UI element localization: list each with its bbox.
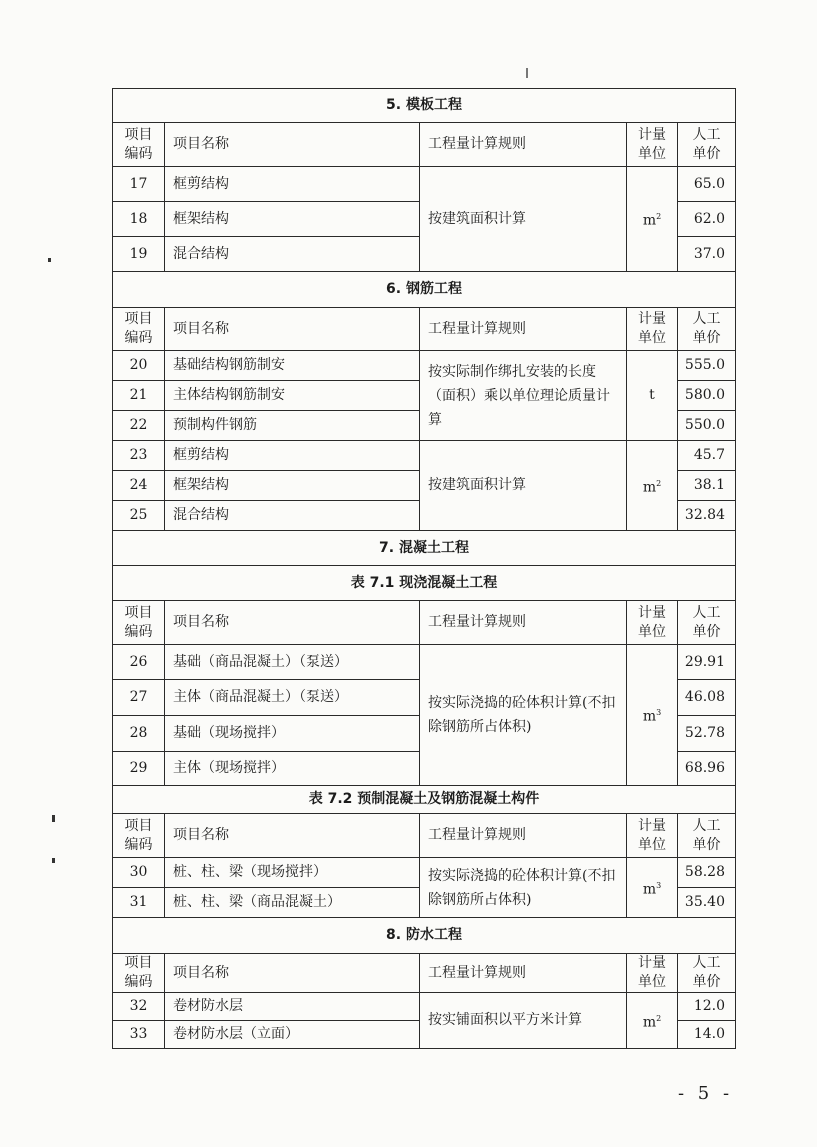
row-name: 混合结构 <box>165 237 420 272</box>
header-rule: 工程量计算规则 <box>420 814 627 858</box>
row-code: 26 <box>113 645 165 680</box>
header-rule: 工程量计算规则 <box>420 954 627 993</box>
row-code: 24 <box>113 471 165 501</box>
table-row <box>113 441 736 471</box>
header-price: 人工 单价 <box>678 123 736 167</box>
row-name: 基础结构钢筋制安 <box>165 351 420 381</box>
row-price: 65.0 <box>678 167 736 202</box>
section-title: 6. 钢筋工程 <box>113 272 736 308</box>
row-price: 45.7 <box>678 441 736 471</box>
row-code: 30 <box>113 858 165 888</box>
row-name: 主体（商品混凝土）（泵送） <box>165 680 420 716</box>
row-unit: $m^2$ <box>627 993 678 1049</box>
row-name: 框剪结构 <box>165 167 420 202</box>
header-name: 项目名称 <box>165 308 420 351</box>
row-name: 混合结构 <box>165 501 420 531</box>
row-rule: 按实铺面积以平方米计算 <box>420 993 627 1049</box>
section-title: 8. 防水工程 <box>113 918 736 954</box>
row-name: 框架结构 <box>165 471 420 501</box>
column-header-row <box>113 123 736 167</box>
row-price: 29.91 <box>678 645 736 680</box>
row-price: 38.1 <box>678 471 736 501</box>
header-rule: 工程量计算规则 <box>420 601 627 645</box>
row-price: 37.0 <box>678 237 736 272</box>
row-name: 框剪结构 <box>165 441 420 471</box>
header-unit: 计量 单位 <box>627 123 678 167</box>
row-price: 46.08 <box>678 680 736 716</box>
header-code: 项目 编码 <box>113 954 165 993</box>
header-price: 人工 单价 <box>678 601 736 645</box>
section-5-header <box>113 89 736 123</box>
header-code: 项目 编码 <box>113 601 165 645</box>
scan-speck <box>52 858 55 863</box>
row-code: 20 <box>113 351 165 381</box>
row-price: 68.96 <box>678 752 736 786</box>
row-name: 框架结构 <box>165 202 420 237</box>
row-code: 28 <box>113 716 165 752</box>
row-code: 33 <box>113 1021 165 1049</box>
row-code: 31 <box>113 888 165 918</box>
header-code: 项目 编码 <box>113 814 165 858</box>
row-name: 卷材防水层 <box>165 993 420 1021</box>
header-code: 项目 编码 <box>113 123 165 167</box>
subtable-title: 表 7.2 预制混凝土及钢筋混凝土构件 <box>113 786 736 814</box>
row-unit: t <box>627 351 678 441</box>
row-code: 18 <box>113 202 165 237</box>
header-name: 项目名称 <box>165 123 420 167</box>
row-name: 桩、柱、梁（商品混凝土） <box>165 888 420 918</box>
row-name: 主体（现场搅拌） <box>165 752 420 786</box>
header-unit: 计量 单位 <box>627 308 678 351</box>
row-price: 58.28 <box>678 858 736 888</box>
row-code: 17 <box>113 167 165 202</box>
row-unit: $m^3$ <box>627 858 678 918</box>
row-code: 21 <box>113 381 165 411</box>
row-code: 19 <box>113 237 165 272</box>
header-rule: 工程量计算规则 <box>420 308 627 351</box>
table-7-1-header <box>113 566 736 601</box>
row-price: 62.0 <box>678 202 736 237</box>
header-name: 项目名称 <box>165 954 420 993</box>
row-rule: 按实际浇捣的砼体积计算(不扣除钢筋所占体积) <box>420 645 627 786</box>
table-row <box>113 858 736 888</box>
section-title: 7. 混凝土工程 <box>113 531 736 566</box>
scan-speck <box>52 815 55 822</box>
row-price: 550.0 <box>678 411 736 441</box>
row-name: 基础（商品混凝土）（泵送） <box>165 645 420 680</box>
section-7-header <box>113 531 736 566</box>
row-code: 23 <box>113 441 165 471</box>
row-price: 14.0 <box>678 1021 736 1049</box>
row-code: 32 <box>113 993 165 1021</box>
scan-speck <box>526 68 528 78</box>
header-code: 项目 编码 <box>113 308 165 351</box>
row-code: 27 <box>113 680 165 716</box>
header-name: 项目名称 <box>165 601 420 645</box>
row-rule: 按实际浇捣的砼体积计算(不扣除钢筋所占体积) <box>420 858 627 918</box>
header-unit: 计量 单位 <box>627 814 678 858</box>
row-name: 桩、柱、梁（现场搅拌） <box>165 858 420 888</box>
row-unit: $m^2$ <box>627 441 678 531</box>
column-header-row <box>113 308 736 351</box>
subtable-title: 表 7.1 现浇混凝土工程 <box>113 566 736 601</box>
header-unit: 计量 单位 <box>627 601 678 645</box>
table-7-2-header <box>113 786 736 814</box>
row-name: 卷材防水层（立面） <box>165 1021 420 1049</box>
column-header-row <box>113 814 736 858</box>
table-row <box>113 167 736 202</box>
scan-speck <box>48 258 51 262</box>
row-name: 预制构件钢筋 <box>165 411 420 441</box>
row-code: 29 <box>113 752 165 786</box>
row-price: 52.78 <box>678 716 736 752</box>
row-code: 22 <box>113 411 165 441</box>
row-rule: 按建筑面积计算 <box>420 441 627 531</box>
page-number: - 5 - <box>678 1083 734 1104</box>
header-price: 人工 单价 <box>678 308 736 351</box>
header-unit: 计量 单位 <box>627 954 678 993</box>
table-row <box>113 645 736 680</box>
section-8-header <box>113 918 736 954</box>
row-name: 主体结构钢筋制安 <box>165 381 420 411</box>
row-unit: $m^3$ <box>627 645 678 786</box>
row-rule: 按建筑面积计算 <box>420 167 627 272</box>
header-price: 人工 单价 <box>678 954 736 993</box>
header-price: 人工 单价 <box>678 814 736 858</box>
price-table <box>112 88 736 1049</box>
section-6-header <box>113 272 736 308</box>
row-name: 基础（现场搅拌） <box>165 716 420 752</box>
row-code: 25 <box>113 501 165 531</box>
row-price: 12.0 <box>678 993 736 1021</box>
section-title: 5. 模板工程 <box>113 89 736 123</box>
table-row <box>113 993 736 1021</box>
header-rule: 工程量计算规则 <box>420 123 627 167</box>
row-price: 32.84 <box>678 501 736 531</box>
column-header-row <box>113 601 736 645</box>
column-header-row <box>113 954 736 993</box>
header-name: 项目名称 <box>165 814 420 858</box>
row-price: 555.0 <box>678 351 736 381</box>
row-price: 580.0 <box>678 381 736 411</box>
row-rule: 按实际制作绑扎安装的长度（面积）乘以单位理论质量计算 <box>420 351 627 441</box>
row-price: 35.40 <box>678 888 736 918</box>
row-unit: $m^2$ <box>627 167 678 272</box>
table-row <box>113 351 736 381</box>
